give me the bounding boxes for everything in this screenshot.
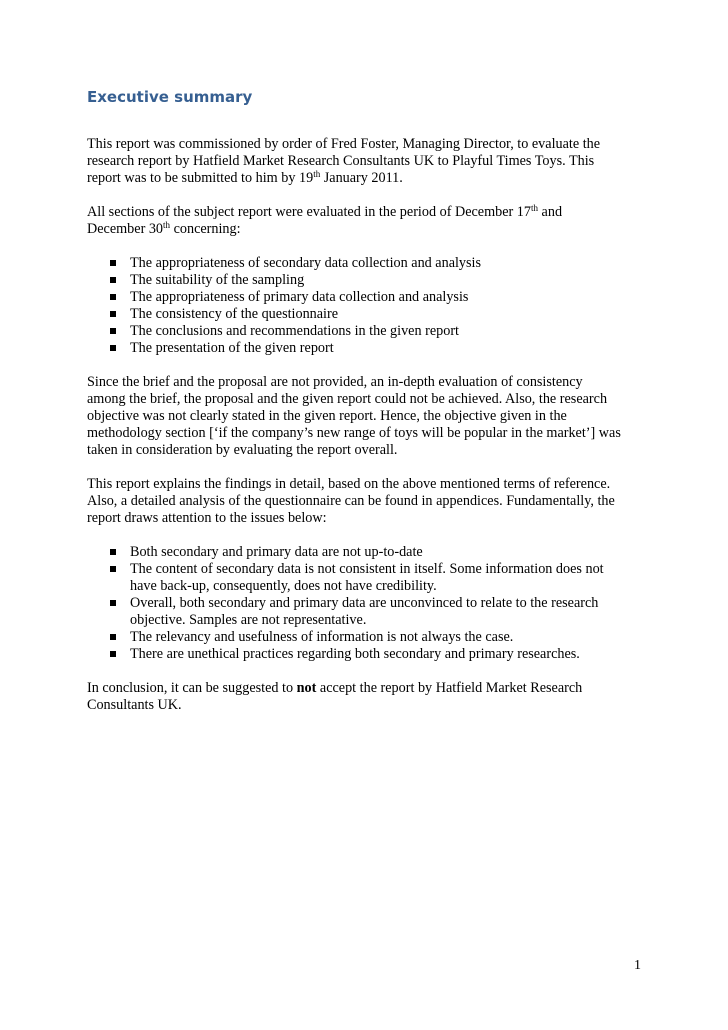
list-item: The presentation of the given report [87, 340, 657, 357]
paragraph-commission [87, 136, 657, 187]
text-line: among the brief, the proposal and the given report could not be achieved. Also, the research [87, 391, 608, 407]
bullet-icon [110, 277, 116, 283]
emphasis-not: not [296, 680, 317, 696]
page-number: 1 [634, 958, 641, 973]
list-item: The appropriateness of secondary data collection and analysis [87, 255, 657, 272]
list-item: There are unethical practices regarding both secondary and primary researches. [87, 646, 657, 663]
text-line: taken in consideration by evaluating the report overall. [87, 442, 398, 458]
text-line: research report by Hatfield Market Research Consultants UK to Playful Times Toys. This [87, 153, 595, 169]
list-item: The content of secondary data is not consistent in itself. Some information does not have back-up, consequently, does not have credibility. [87, 561, 657, 595]
section-heading: Executive summary [87, 88, 253, 106]
bullet-icon [110, 294, 116, 300]
body-text [87, 136, 657, 731]
bullet-icon [110, 345, 116, 351]
list-item: The suitability of the sampling [87, 272, 657, 289]
bullet-icon [110, 549, 116, 555]
paragraph-scope-limits [87, 374, 657, 459]
text-line: Since the brief and the proposal are not provided, an in-depth evaluation of consistency [87, 374, 583, 390]
text-line: This report explains the findings in detail, based on the above mentioned terms of reference. [87, 476, 611, 492]
paragraph-findings-intro [87, 476, 657, 527]
text-line: Also, a detailed analysis of the questionnaire can be found in appendices. Fundamentally, the [87, 493, 615, 509]
text-line: All sections of the subject report were evaluated in the period of December 17th and [87, 203, 563, 220]
bullet-icon [110, 634, 116, 640]
issues-list [87, 544, 657, 663]
paragraph-conclusion [87, 680, 657, 714]
text-line: December 30th concerning: [87, 220, 241, 237]
terms-of-reference-list [87, 255, 657, 357]
text-line: report draws attention to the issues below: [87, 510, 327, 526]
list-item: Overall, both secondary and primary data are unconvinced to relate to the research objective. Samples are not representative. [87, 595, 657, 629]
bullet-icon [110, 600, 116, 606]
text-line: In conclusion, it can be suggested to not accept the report by Hatfield Market Research [87, 680, 583, 696]
list-item: The appropriateness of primary data collection and analysis [87, 289, 657, 306]
text-line: objective was not clearly stated in the given report. Hence, the objective given in the [87, 408, 567, 424]
list-item: The relevancy and usefulness of information is not always the case. [87, 629, 657, 646]
bullet-icon [110, 260, 116, 266]
list-item: The conclusions and recommendations in the given report [87, 323, 657, 340]
text-line: report was to be submitted to him by 19th January 2011. [87, 169, 403, 186]
text-line: This report was commissioned by order of Fred Foster, Managing Director, to evaluate the [87, 136, 601, 152]
bullet-icon [110, 566, 116, 572]
text-line: methodology section [‘if the company’s new range of toys will be popular in the market’] was [87, 425, 621, 441]
paragraph-evaluation-period [87, 204, 657, 238]
text-line: Consultants UK. [87, 697, 182, 713]
bullet-icon [110, 328, 116, 334]
list-item: The consistency of the questionnaire [87, 306, 657, 323]
list-item: Both secondary and primary data are not up-to-date [87, 544, 657, 561]
bullet-icon [110, 651, 116, 657]
bullet-icon [110, 311, 116, 317]
